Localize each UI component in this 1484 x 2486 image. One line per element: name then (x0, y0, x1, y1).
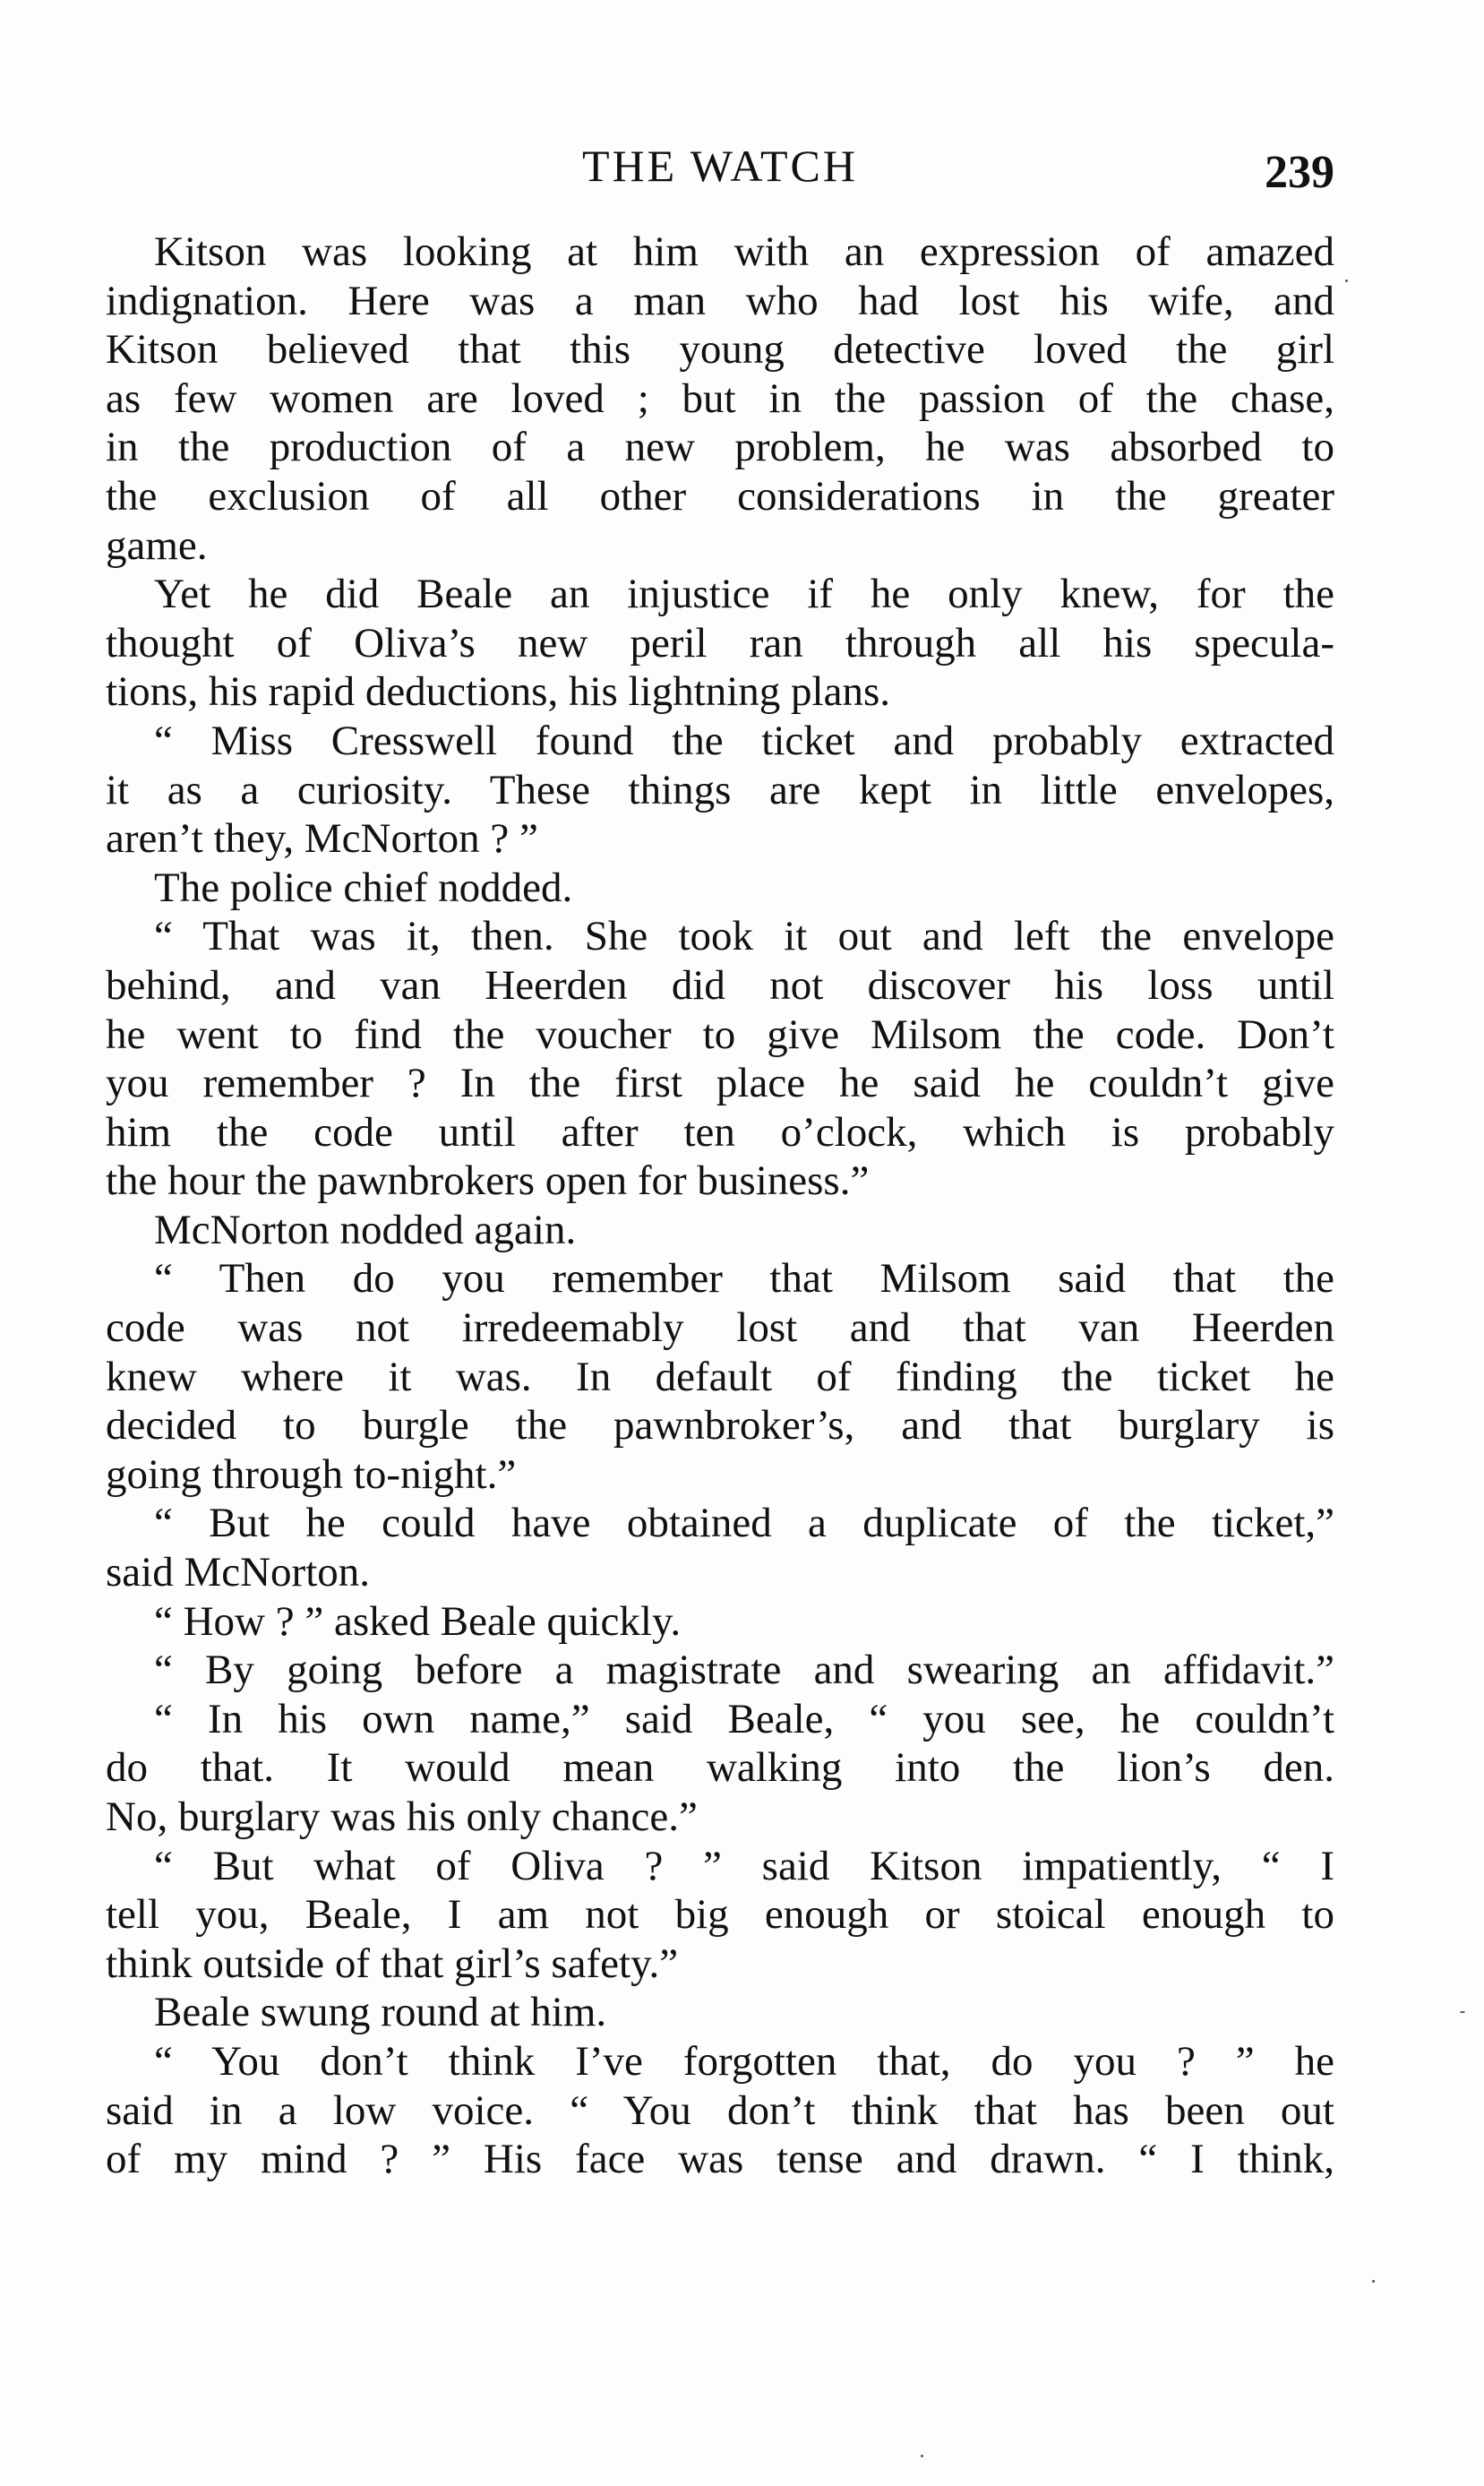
text-line: Yet he did Beale an injustice if he only knew, for the (154, 571, 1334, 618)
text-line: game. (106, 521, 208, 569)
text-line: The police chief nodded. (154, 864, 573, 911)
running-head (106, 134, 1334, 197)
page-speck (1460, 2011, 1465, 2013)
text-line: think outside of that girl’s safety.” (106, 1940, 679, 1987)
running-title: THE WATCH (581, 141, 858, 191)
text-line: it as a curiosity. These things are kept in little envelopes, (106, 766, 1334, 813)
text-line: “ Then do you remember that Milsom said that the (154, 1255, 1334, 1303)
text-line: tell you, Beale, I am not big enough or stoical enough to (106, 1891, 1334, 1939)
text-line: he went to find the voucher to give Milsom the code. Don’t (106, 1011, 1334, 1058)
text-line: the exclusion of all other considerations in the greater (106, 472, 1334, 520)
text-line: knew where it was. In default of finding the ticket he (106, 1353, 1334, 1400)
text-line: “ How ? ” asked Beale quickly. (154, 1597, 682, 1645)
text-line: you remember ? In the first place he said he couldn’t give (106, 1060, 1334, 1107)
text-line: do that. It would mean walking into the lion’s den. (106, 1744, 1334, 1792)
text-line: Kitson was looking at him with an expression of amazed (154, 228, 1334, 275)
text-line: “ You don’t think I’ve forgotten that, do you ? ” he (154, 2037, 1334, 2085)
text-line: him the code until after ten o’clock, which is probably (106, 1108, 1334, 1156)
text-line: said McNorton. (106, 1549, 371, 1596)
page-speck (1372, 2280, 1375, 2283)
page-number: 239 (1265, 147, 1334, 198)
text-line: “ By going before a magistrate and swearing an affidavit.” (154, 1647, 1334, 1694)
page-speck (921, 2455, 923, 2457)
text-line: of my mind ? ” His face was tense and drawn. “ I think, (106, 2136, 1334, 2183)
text-line: said in a low voice. “ You don’t think that has been out (106, 2086, 1334, 2134)
text-line: decided to burgle the pawnbroker’s, and that burglary is (106, 1402, 1334, 1449)
text-line: “ That was it, then. She took it out and left the envelope (154, 913, 1334, 960)
text-line: No, burglary was his only chance.” (106, 1794, 698, 1840)
text-line: “ But what of Oliva ? ” said Kitson impatiently, “ I (154, 1842, 1334, 1889)
text-line: behind, and van Heerden did not discover his loss until (106, 961, 1334, 1009)
text-line: tions, his rapid deductions, his lightning plans. (106, 668, 890, 716)
text-line: Kitson believed that this young detective loved the girl (106, 326, 1334, 374)
text-line: as few women are loved ; but in the passion of the chase, (106, 374, 1334, 422)
text-line: aren’t they, McNorton ? ” (106, 815, 538, 863)
text-line: Beale swung round at him. (154, 1989, 607, 2036)
body-text (106, 228, 1334, 2184)
page-speck (1345, 280, 1348, 282)
text-line: McNorton nodded again. (154, 1206, 577, 1253)
text-line: going through to-night.” (106, 1450, 517, 1498)
text-line: the hour the pawnbrokers open for business.” (106, 1157, 870, 1205)
text-line: “ But he could have obtained a duplicate of the ticket,” (154, 1500, 1334, 1547)
text-line: indignation. Here was a man who had lost his wife, and (106, 277, 1334, 324)
text-line: “ In his own name,” said Beale, “ you see, he couldn’t (154, 1695, 1334, 1742)
text-line: in the production of a new problem, he was absorbed to (106, 424, 1334, 471)
text-line: “ Miss Cresswell found the ticket and probably extracted (154, 717, 1334, 764)
text-line: thought of Oliva’s new peril ran through all his specula- (106, 619, 1334, 667)
text-line: code was not irredeemably lost and that van Heerden (106, 1304, 1334, 1352)
